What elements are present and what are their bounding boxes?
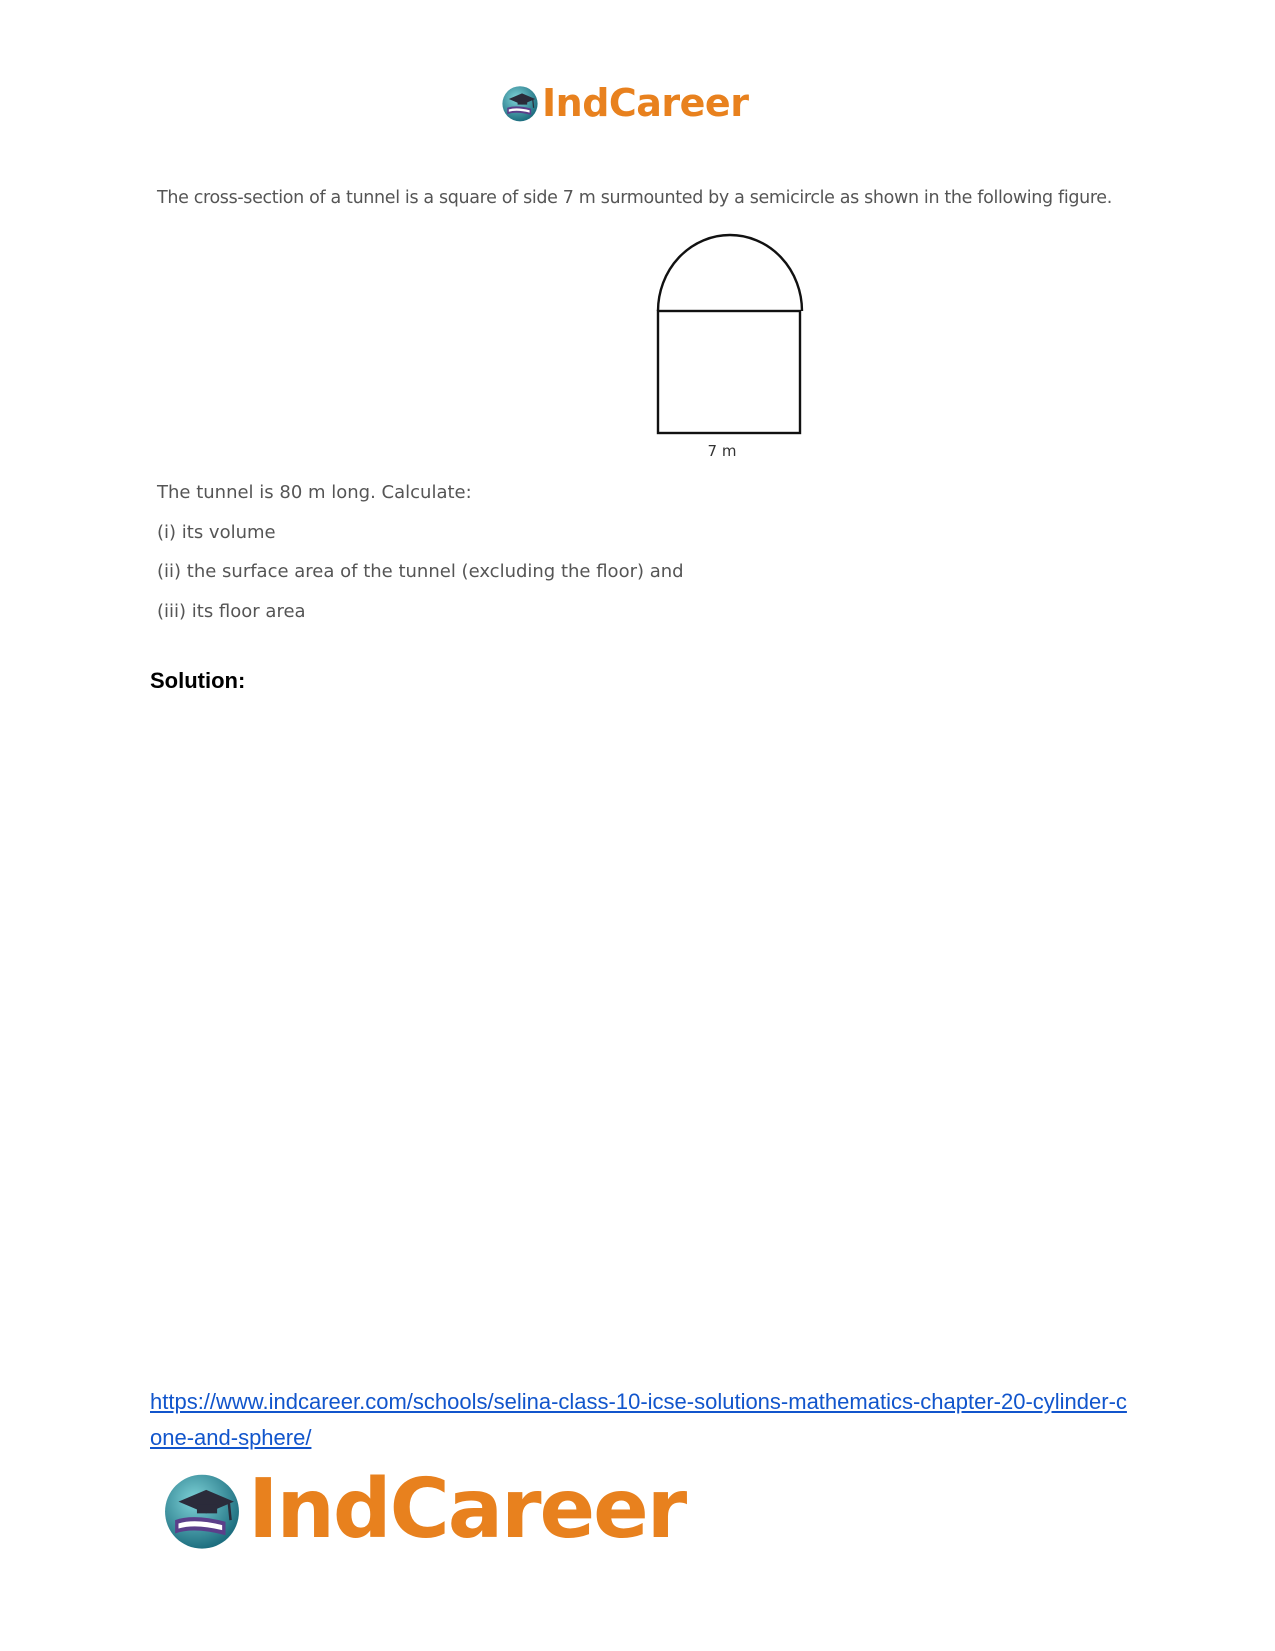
tunnel-cross-section-figure (650, 226, 810, 466)
footer-logo (160, 1462, 686, 1557)
solution-heading: Solution: (150, 668, 246, 693)
question-length-line: The tunnel is 80 m long. Calculate: (157, 482, 472, 503)
header-logo (500, 78, 748, 128)
question-part-3: (iii) its floor area (157, 601, 306, 622)
graduation-book-icon (500, 83, 540, 123)
question-part-1: (i) its volume (157, 522, 276, 543)
semicircle-top (658, 235, 802, 311)
square-section (658, 311, 800, 433)
logo-wordmark: IndCareer (248, 1462, 686, 1557)
logo-wordmark: IndCareer (542, 81, 749, 125)
graduation-book-icon (160, 1468, 244, 1552)
source-link[interactable]: https://www.indcareer.com/schools/selina-class-10-icse-solutions-mathematics-chapter-20-cylinder-cone-and-sphere/ (150, 1389, 1127, 1450)
question-part-2: (ii) the surface area of the tunnel (excluding the floor) and (157, 561, 684, 582)
figure-side-label: 7 m (707, 442, 737, 460)
question-intro: The cross-section of a tunnel is a square of side 7 m surmounted by a semicircle as shown in the following figure. (157, 188, 1112, 208)
